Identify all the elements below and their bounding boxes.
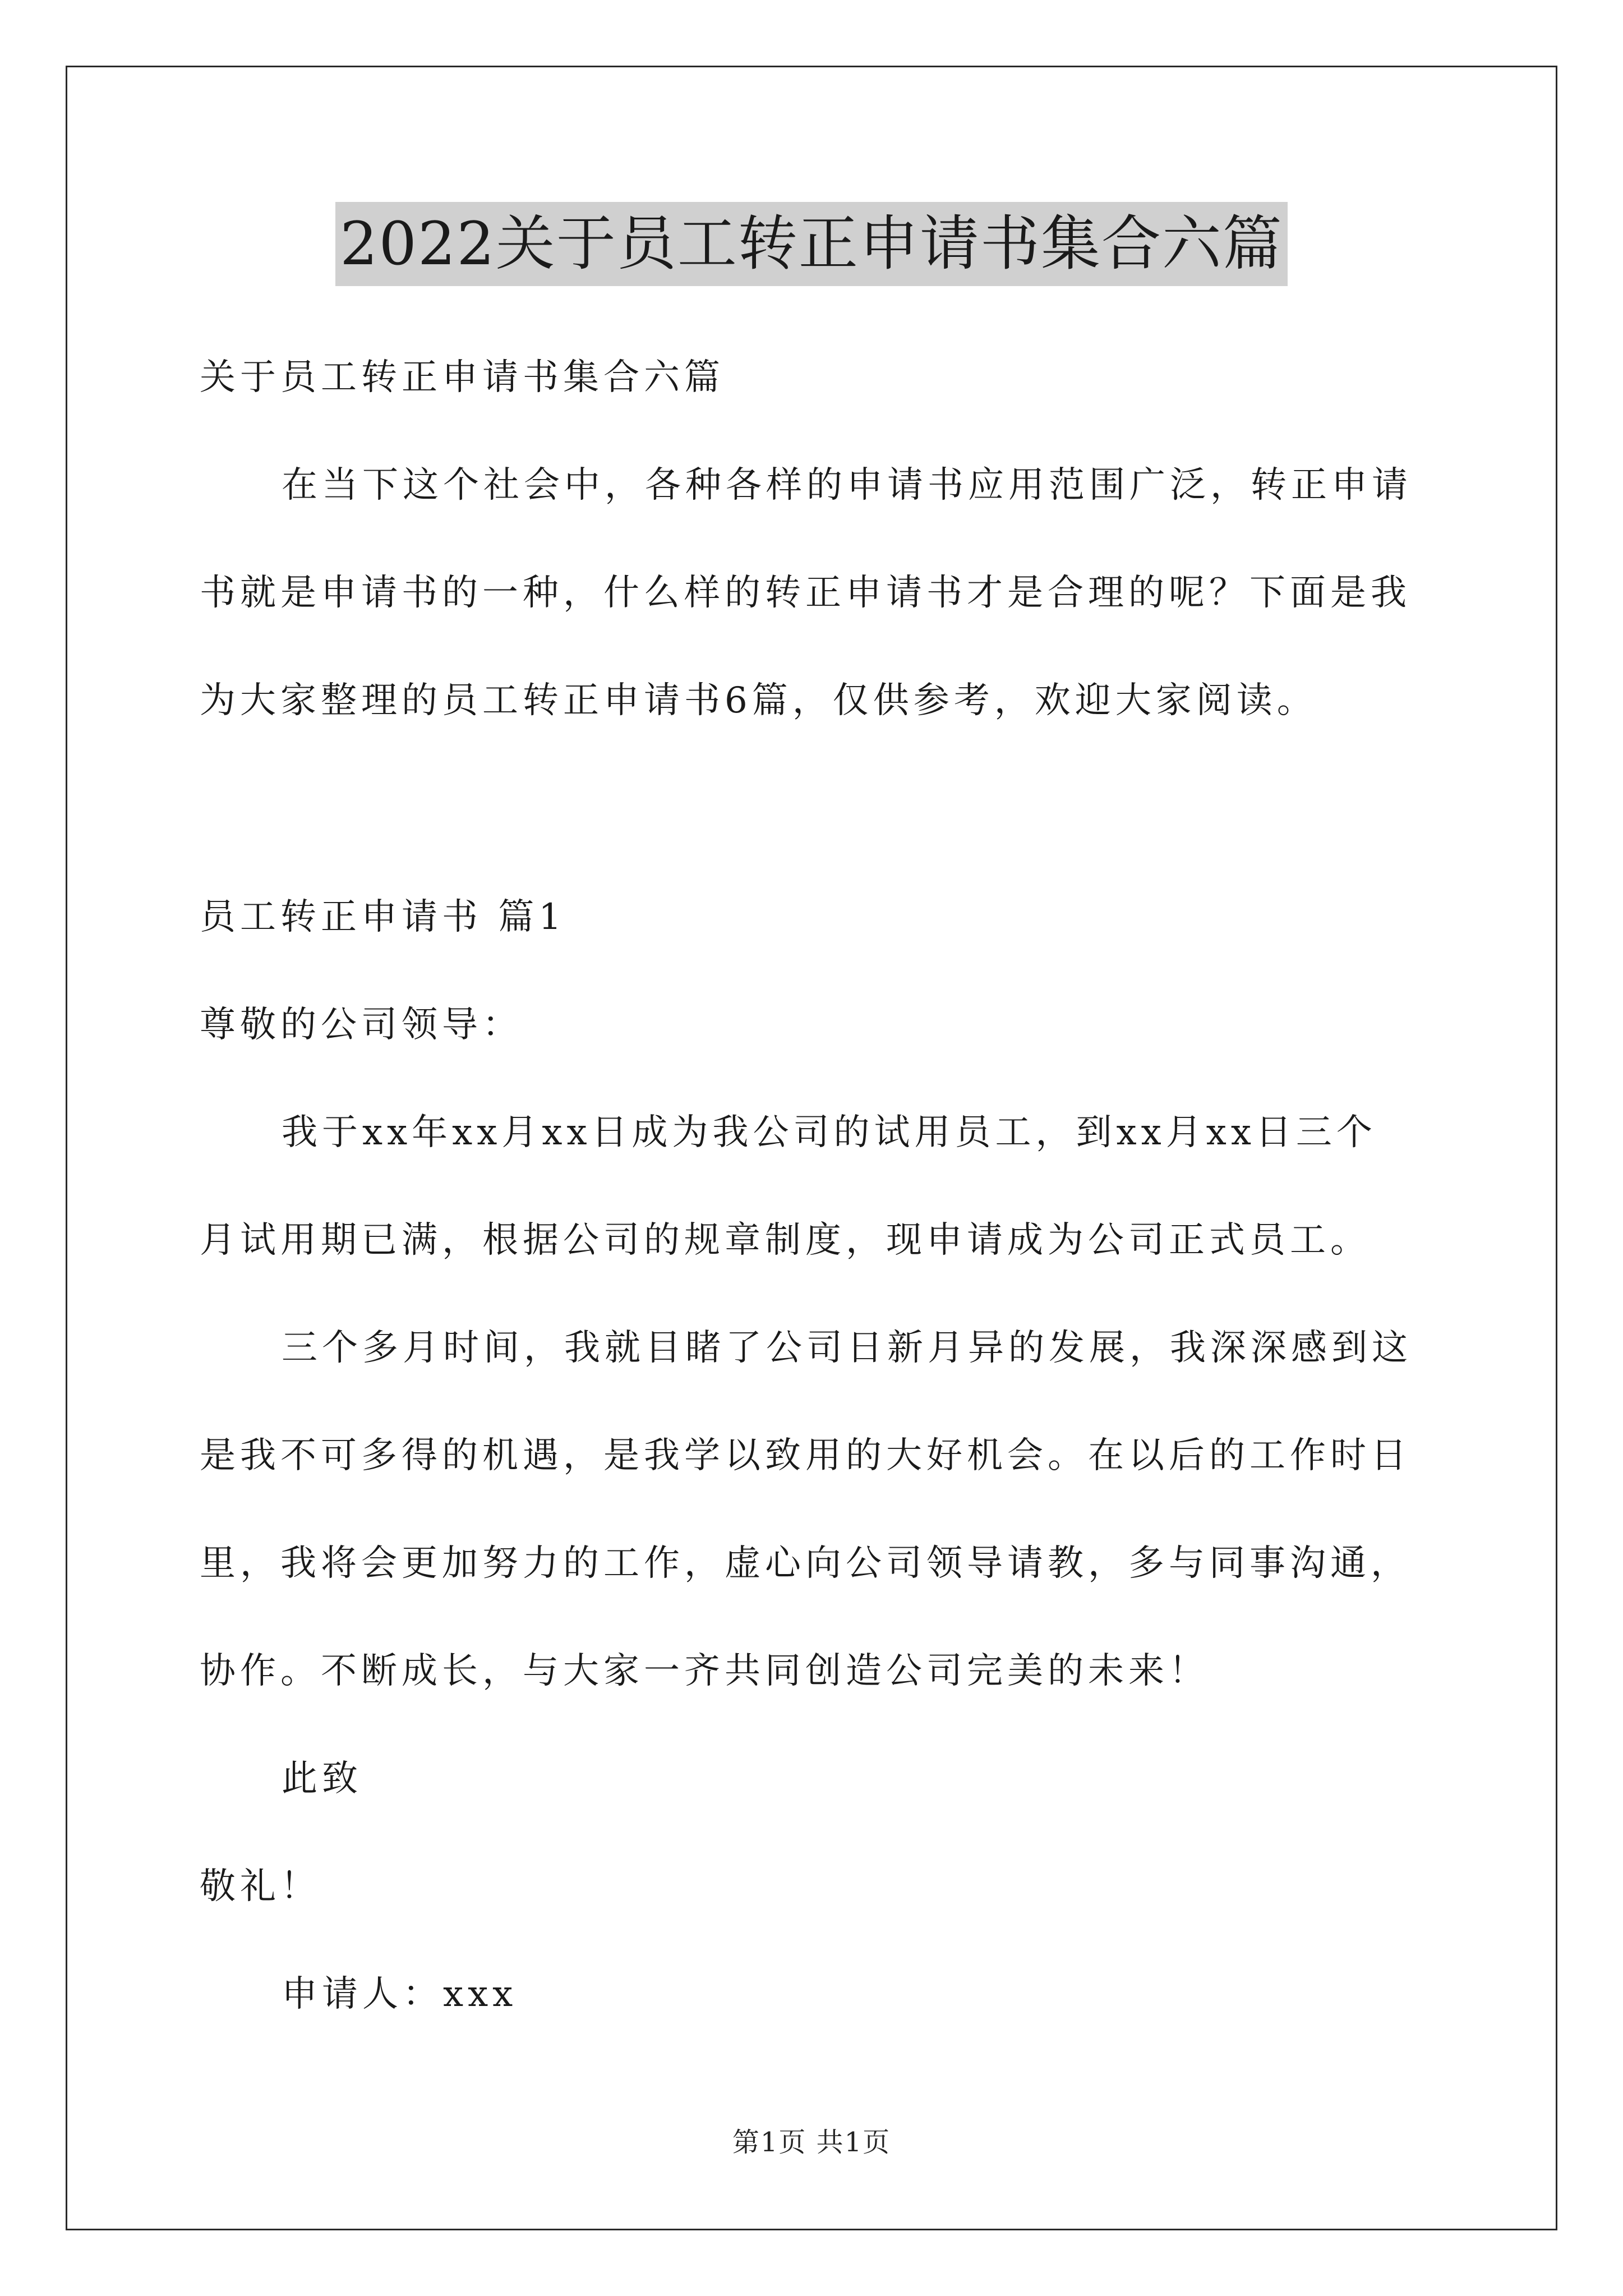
closing-regards: 此致	[282, 1758, 362, 1800]
intro-paragraph	[200, 454, 1433, 777]
paragraph-line: 三个多月时间，我就目睹了公司日新月异的发展，我深深感到这	[282, 1327, 1412, 1369]
paragraph-line: 月试用期已满，根据公司的规章制度，现申请成为公司正式员工。	[200, 1220, 1371, 1261]
applicant-signature: 申请人：xxx	[282, 1973, 518, 2015]
salutation: 尊敬的公司领导：	[200, 1004, 523, 1046]
page-footer: 第1页 共1页	[732, 2127, 891, 2158]
document-subtitle: 关于员工转正申请书集合六篇	[200, 357, 725, 398]
closing-salute: 敬礼！	[200, 1866, 321, 1907]
paragraph-line: 协作。不断成长，与大家一齐共同创造公司完美的未来！	[200, 1650, 1209, 1692]
paragraph-line: 是我不可多得的机遇，是我学以致用的大好机会。在以后的工作时日	[200, 1435, 1411, 1476]
paragraph-2	[200, 1317, 1433, 1748]
paragraph-line: 里，我将会更加努力的工作，虚心向公司领导请教，多与同事沟通，	[200, 1543, 1411, 1584]
intro-line: 书就是申请书的一种，什么样的转正申请书才是合理的呢？下面是我	[200, 572, 1411, 614]
intro-line: 为大家整理的员工转正申请书6篇，仅供参考，欢迎大家阅读。	[200, 680, 1317, 721]
intro-line: 在当下这个社会中，各种各样的申请书应用范围广泛，转正申请	[282, 464, 1412, 506]
document-title: 2022关于员工转正申请书集合六篇	[335, 202, 1288, 286]
section-heading: 员工转正申请书 篇1	[200, 896, 566, 938]
paragraph-1	[200, 1102, 1433, 1317]
title-container	[0, 202, 1623, 286]
paragraph-line: 我于xx年xx月xx日成为我公司的试用员工，到xx月xx日三个	[282, 1112, 1377, 1153]
